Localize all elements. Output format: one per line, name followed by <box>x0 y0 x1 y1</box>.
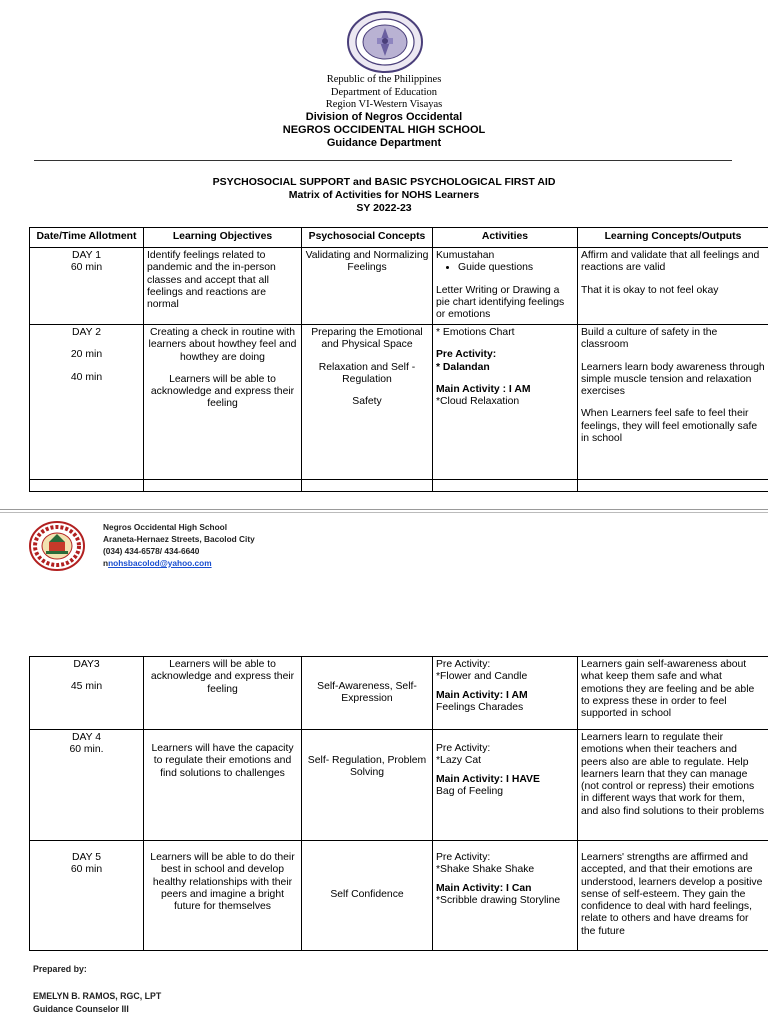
col-header-date: Date/Time Allotment <box>30 228 144 248</box>
col-header-concepts: Psychosocial Concepts <box>302 228 433 248</box>
table-row <box>30 248 768 325</box>
day2-objective-2: Learners will be able to acknowledge and express their feeling <box>150 373 295 410</box>
day4-pre-activity-label: Pre Activity: <box>436 743 491 754</box>
day3-activities-cell <box>433 657 578 730</box>
day1-objectives: Identify feelings related to pandemic and the in-person classes and accept that all feelings and reactions are normal <box>144 248 302 325</box>
day3-objectives: Learners will be able to acknowledge and express their feeling <box>144 657 302 730</box>
day1-activity-intro: Kumustahan <box>436 250 495 261</box>
day2-activities-cell <box>433 325 578 480</box>
table-row <box>30 841 768 951</box>
day5-activities-cell <box>433 841 578 951</box>
col-header-outputs: Learning Concepts/Outputs <box>578 228 768 248</box>
preparer-name: EMELYN B. RAMOS, RGC, LPT <box>33 991 162 1001</box>
day2-duration-2: 40 min <box>70 371 103 383</box>
table-row <box>30 657 768 730</box>
table-header-row <box>30 228 768 248</box>
activities-matrix-table-page1 <box>29 227 768 492</box>
day3-pre-activity-label: Pre Activity: <box>436 659 491 670</box>
day4-duration: 60 min. <box>69 744 104 756</box>
doc-title-line3: SY 2022-23 <box>356 202 412 214</box>
activities-matrix-table-page2 <box>29 656 768 951</box>
day1-date-cell <box>30 248 144 325</box>
day4-pre-activity-item: *Lazy Cat <box>436 755 482 767</box>
day3-duration: 45 min <box>70 681 103 693</box>
day3-concepts: Self-Awareness, Self-Expression <box>302 657 433 730</box>
day2-main-activity-item: *Cloud Relaxation <box>436 396 520 408</box>
day1-activity-bullet: • Guide questions <box>458 262 574 274</box>
day2-output-1: Build a culture of safety in the classroom <box>581 327 718 351</box>
day2-objectives-cell <box>144 325 302 480</box>
day2-output-2: Learners learn body awareness through simple muscle tension and relaxation exercises <box>581 361 765 398</box>
day4-main-activity-label: Main Activity: I HAVE <box>436 773 540 785</box>
header-republic: Republic of the Philippines <box>326 74 442 85</box>
day2-pre-activity-item: * Dalandan <box>436 361 490 373</box>
day1-activity-extra: Letter Writing or Drawing a pie chart identifying feelings or emotions <box>436 284 565 321</box>
day2-main-activity-label: Main Activity : I AM <box>436 383 531 395</box>
footer-phone: (034) 434-6578/ 434-6640 <box>103 546 200 556</box>
day1-concepts: Validating and Normalizing Feelings <box>302 248 433 325</box>
footer-school-name: Negros Occidental High School <box>103 522 228 532</box>
day2-concept-2: Relaxation and Self - Regulation <box>318 361 416 385</box>
doc-title-line2: Matrix of Activities for NOHS Learners <box>288 189 480 201</box>
day2-date-cell <box>30 325 144 480</box>
day1-outputs-cell <box>578 248 768 325</box>
school-seal-logo <box>28 520 86 572</box>
day3-label: DAY3 <box>73 659 100 670</box>
day1-label: DAY 1 <box>71 250 102 261</box>
day5-label: DAY 5 <box>71 852 102 863</box>
day4-label: DAY 4 <box>71 732 102 743</box>
day1-output-2: That it is okay to not feel okay <box>581 284 719 296</box>
header-division: Division of Negros Occidental <box>305 111 463 123</box>
day3-main-activity-item: Feelings Charades <box>436 701 524 713</box>
footer-address: Araneta-Hernaez Streets, Bacolod City <box>103 534 255 544</box>
day2-concept-1: Preparing the Emotional and Physical Space <box>311 327 423 351</box>
day1-activities-cell <box>433 248 578 325</box>
header-divider <box>34 160 732 161</box>
doc-title-line1: PSYCHOSOCIAL SUPPORT and BASIC PSYCHOLOGICAL FIRST AID <box>212 176 556 188</box>
day5-date-cell <box>30 841 144 951</box>
deped-seal-logo <box>346 10 424 74</box>
prepared-by-label: Prepared by: <box>33 964 87 974</box>
header-department: Department of Education <box>330 87 438 98</box>
footer-email-line <box>103 558 212 568</box>
day2-concepts-cell <box>302 325 433 480</box>
day3-main-activity-label: Main Activity: I AM <box>436 689 528 701</box>
day5-objectives: Learners will be able to do their best in school and develop healthy relationships with their peers and imagine a bright future for themselves <box>144 841 302 951</box>
col-header-objectives: Learning Objectives <box>144 228 302 248</box>
day5-outputs: Learners' strengths are affirmed and accepted, and that their emotions are understood, learners develop a positive sense of self-esteem. They gain the confidence to deal with hard feelings, relate to others and have dreams for the future <box>578 841 768 951</box>
day2-activity-1: * Emotions Chart <box>436 327 515 338</box>
day2-output-3: When Learners feel safe to feel their feelings, they will feel emotionally safe in school <box>581 408 758 445</box>
day2-duration-1: 20 min <box>70 349 103 361</box>
table-row <box>30 325 768 480</box>
day2-pre-activity-label: Pre Activity: <box>436 349 497 361</box>
col-header-activities: Activities <box>433 228 578 248</box>
day1-duration: 60 min <box>70 262 103 274</box>
day2-outputs-cell <box>578 325 768 480</box>
day4-concepts: Self- Regulation, Problem Solving <box>302 730 433 841</box>
day4-outputs: Learners learn to regulate their emotions when their teachers and peers also are able to regulate. Help learners learn that they can manage (not control or repress) their emotions in different ways that work for them, and also find solutions to their problems <box>578 730 768 841</box>
preparer-position: Guidance Counselor III <box>33 1004 129 1014</box>
day2-label: DAY 2 <box>71 327 102 338</box>
day2-concept-3: Safety <box>352 396 382 408</box>
header-region: Region VI-Western Visayas <box>325 99 443 110</box>
day2-objective-1: Creating a check in routine with learners about howthey feel and howthey are doing <box>148 327 297 363</box>
table-row-empty <box>30 480 768 492</box>
day5-main-activity-item: *Scribble drawing Storyline <box>436 894 561 906</box>
day5-pre-activity-label: Pre Activity: <box>436 852 491 863</box>
day3-outputs: Learners gain self-awareness about what keep them safe and what emotions they are feeling and be able to express these in order to feel supported in school <box>578 657 768 730</box>
day3-date-cell <box>30 657 144 730</box>
day5-main-activity-label: Main Activity: I Can <box>436 882 532 894</box>
header-school: NEGROS OCCIDENTAL HIGH SCHOOL <box>282 124 486 136</box>
footer-divider-secondary <box>0 512 768 513</box>
day5-duration: 60 min <box>70 864 103 876</box>
table-row <box>30 730 768 841</box>
day4-main-activity-item: Bag of Feeling <box>436 785 504 797</box>
day4-objectives: Learners will have the capacity to regulate their emotions and find solutions to challenges <box>144 730 302 841</box>
day4-activities-cell <box>433 730 578 841</box>
day3-pre-activity-item: *Flower and Candle <box>436 671 528 683</box>
footer-email-link[interactable]: nohsbacolod@yahoo.com <box>108 558 212 568</box>
day4-date-cell <box>30 730 144 841</box>
footer-divider <box>0 509 768 510</box>
day5-concepts: Self Confidence <box>302 841 433 951</box>
day5-pre-activity-item: *Shake Shake Shake <box>436 864 535 876</box>
day1-output-1: Affirm and validate that all feelings and reactions are valid <box>581 250 760 274</box>
header-guidance-department: Guidance Department <box>326 137 442 149</box>
footer-email-prefix: n <box>103 558 109 568</box>
